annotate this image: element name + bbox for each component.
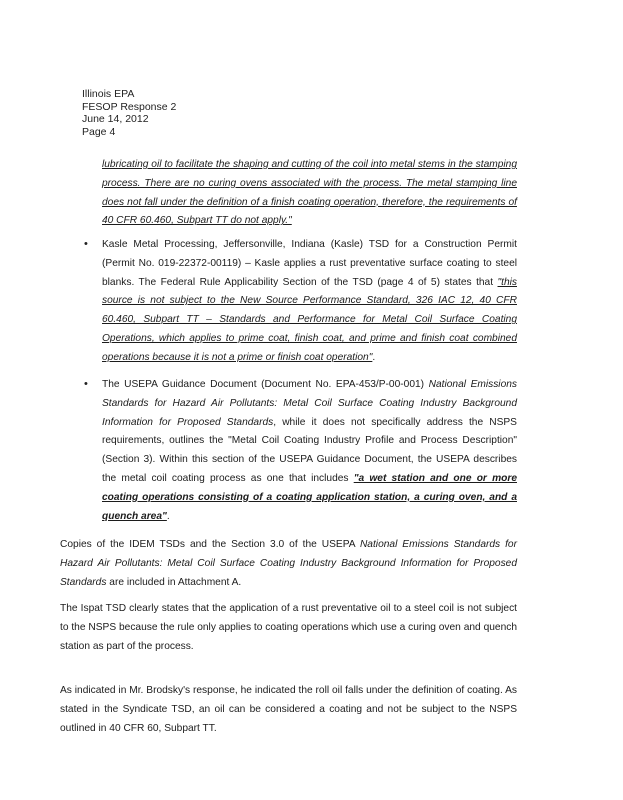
bullet-kasle-end: . bbox=[372, 351, 376, 363]
bullet-kasle bbox=[102, 236, 517, 368]
bullet-usepa-end: . bbox=[166, 510, 170, 522]
bullet-usepa-quote: "a wet station and one or more coating operations consisting of a coating application station, a curing oven, and a quench area" bbox=[102, 472, 517, 522]
bullet-usepa-text-a: The USEPA Guidance Document (Document No. EPA-453/P-00-001) bbox=[102, 379, 429, 390]
paragraph-ispat: The Ispat TSD clearly states that the application of a rust preventative oil to a steel coil is not subject to the NSPS because the rule only applies to coating operations which use a curing oven and quench station as part of the process. bbox=[60, 603, 517, 652]
bullet-kasle-text: Kasle Metal Processing, Jeffersonville, Indiana (Kasle) TSD for a Construction Permit (Permit No. 019-22372-00119) – Kasle applies a rust preventative surface coating to steel blanks. The Federal Rule Applicability Section of the TSD (page 4 of 5) states that bbox=[102, 239, 517, 288]
bullet-usepa-text-b: , while it does not specifically address the NSPS requirements, outlines the "Metal Coil Coating Industry Profile and Process Description" (Section 3). Within this section of the USEPA Guidance Document, the USEPA describes the metal coil coating process as one that includes bbox=[102, 416, 517, 484]
bullet-usepa-title: National Emissions Standards for Hazard Air Pollutants: Metal Coil Surface Coating Industry Background Information for Proposed Standards bbox=[102, 379, 517, 428]
header-date: June 14, 2012 bbox=[82, 113, 149, 125]
paragraph-brodsky: As indicated in Mr. Brodsky's response, he indicated the roll oil falls under the definition of coating. As stated in the Syndicate TSD, an oil can be considered a coating and not be subject to the NSPS outlined in 40 CFR 60, Subpart TT. bbox=[60, 685, 517, 734]
bullet-kasle-quote: "this source is not subject to the New Source Performance Standard, 326 IAC 12, 40 CFR 60.460, Subpart TT – Standards and Performance for Metal Coil Surface Coating Operations, which applies to prime coat, finish coat, and prime and finish coat combined operations because it is not a prime or finish coat operation" bbox=[102, 276, 517, 363]
bullet-marker: • bbox=[84, 378, 88, 390]
header-page-number: Page 4 bbox=[82, 125, 116, 138]
header-agency: Illinois EPA bbox=[82, 88, 135, 100]
letter-header bbox=[82, 88, 176, 138]
quote-continuation-paragraph bbox=[102, 156, 517, 231]
paragraph-copies-title: National Emissions Standards for Hazard Air Pollutants: Metal Coil Surface Coating Industry Background Information for Proposed Standards bbox=[60, 539, 517, 588]
bullet-usepa bbox=[102, 376, 517, 526]
paragraph-copies-text-a: Copies of the IDEM TSDs and the Section 3.0 of the USEPA bbox=[60, 539, 360, 550]
header-subject: FESOP Response 2 bbox=[82, 100, 177, 113]
quoted-text: lubricating oil to facilitate the shaping and cutting of the coil into metal stems in the stamping process. There are no curing ovens associated with the process. The metal stamping line does not fall under the definition of a finish coating operation, therefore, the requirements of 40 CFR 60.460, Subpart TT do not apply." bbox=[102, 159, 517, 227]
bullet-marker: • bbox=[84, 238, 88, 250]
paragraph-copies bbox=[60, 536, 517, 592]
paragraph-copies-text-b: are included in Attachment A. bbox=[106, 576, 242, 588]
